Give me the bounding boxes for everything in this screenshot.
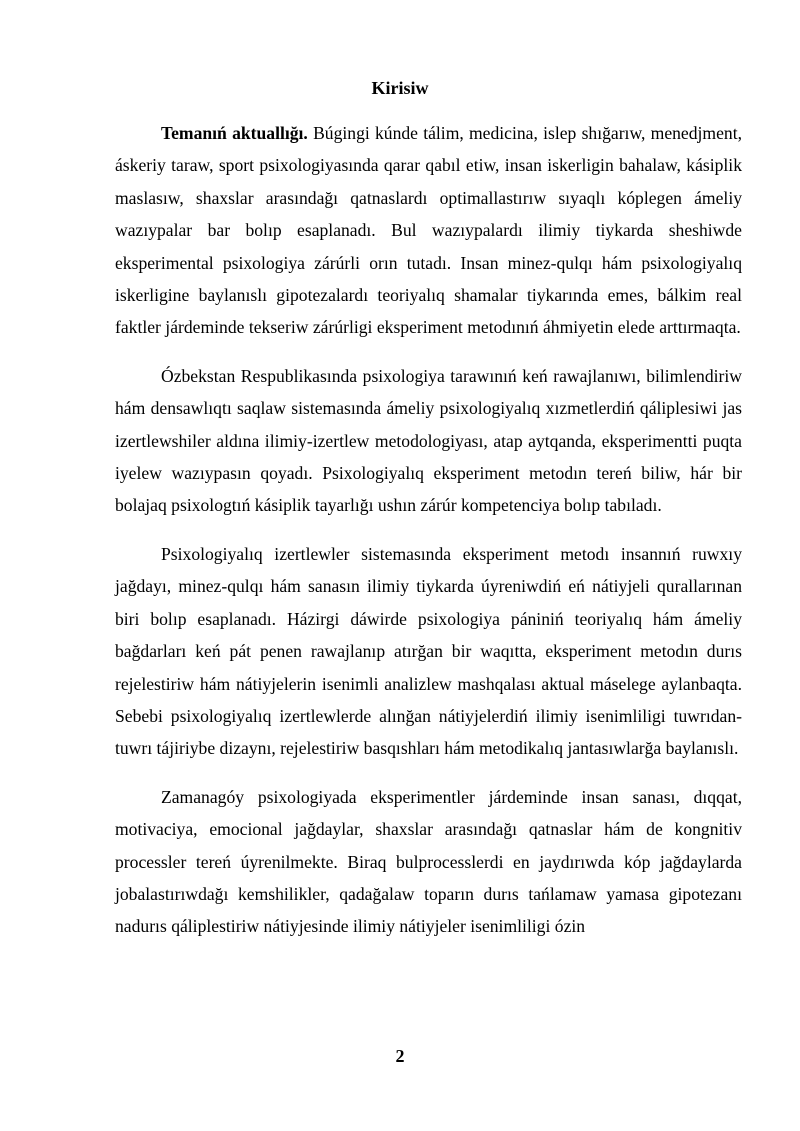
paragraph-text: Ózbekstan Respublikasında psixologiya tarawınıń keń rawajlanıwı, bilimlendiriw hám densawlıqtı saqlaw sistemasında ámeliy psixologiyalıq xızmetlerdiń qáliplesiwi jas izertlewshiler aldına ilimiy-izertlew metodologiyası, atap aytqanda, eksperimentti puqta iyelew wazıypasın qoyadı. Psixologiyalıq eksperiment metodın tereń biliw, hár bir bolajaq psixologtıń kásiplik tayarlığı ushın zárúr kompetenciya bolıp tabıladı. [115,365,742,516]
paragraph-text: Zamanagóy psixologiyada eksperimentler járdeminde insan sanası, dıqqat, motivaciya, emocional jağdaylar, shaxslar arasındağı qatnaslar hám de kongnitiv processler tereń úyrenilmekte. Biraq bulprocesslerdi en jaydırıwda kóp jağdaylarda jobalastırıwdağı kemshilikler, qadağalaw toparın durıs tańlamaw yamasa gipotezanı nadurıs qáliplestiriw nátiyjesinde ilimiy nátiyjeler isenimliligi ózin [115,786,742,937]
paragraph-text: Psixologiyalıq izertlewler sistemasında eksperiment metodı insannıń ruwxıy jağdayı, minez-qulqı hám sanasın ilimiy tiykarda úyreniwdiń eń nátiyjeli qurallarınan biri bolıp esaplanadı. Házirgi dáwirde psixologiya pániniń teoriyalıq hám ámeliy bağdarları keń pát penen rawajlanıp atırğan bir waqıtta, eksperiment metodın durıs rejelestiriw hám nátiyjelerin isenimli analizlew mashqalası aktual máselege aylanbaqta. Sebebi psixologiyalıq izertlewlerde alınğan nátiyjelerdiń ilimiy isenimliligi tuwrıdan-tuwrı tájiriybe dizaynı, rejelestiriw basqıshları hám metodikalıq jantasıwlarğa baylanıslı. [115,543,742,759]
paragraph-text: Búgingi kúnde tálim, medicina, islep shığarıw, menedjment, áskeriy taraw, sport psixologiyasında qarar qabıl etiw, insan iskerligin bahalaw, kásiplik maslasıw, shaxslar arasındağı qatnaslardı optimallastırıw sıyaqlı kóplegen ámeliy wazıypalar bar bolıp esaplanadı. Bul wazıypalardı ilimiy tiykarda sheshiwde eksperimental psixologiya zárúrli orın tutadı. Insan minez-qulqı hám psixologiyalıq iskerligine baylanıslı gipotezalardı teoriyalıq shamalar tiykarında emes, bálkim real faktler járdeminde tekseriw zárúrligi eksperiment metodınıń áhmiyetin elede arttırmaqta. [115,123,742,338]
document-body [115,117,742,959]
page-title: Kirisiw [371,78,429,98]
paragraph-research-systems [115,538,742,765]
page-number: 2 [395,1046,405,1066]
paragraph-uzbekistan [115,360,742,522]
paragraph-lead: Temanıń aktuallığı. [161,123,308,143]
paragraph-relevance [115,117,742,344]
paragraph-modern-psychology [115,781,742,943]
